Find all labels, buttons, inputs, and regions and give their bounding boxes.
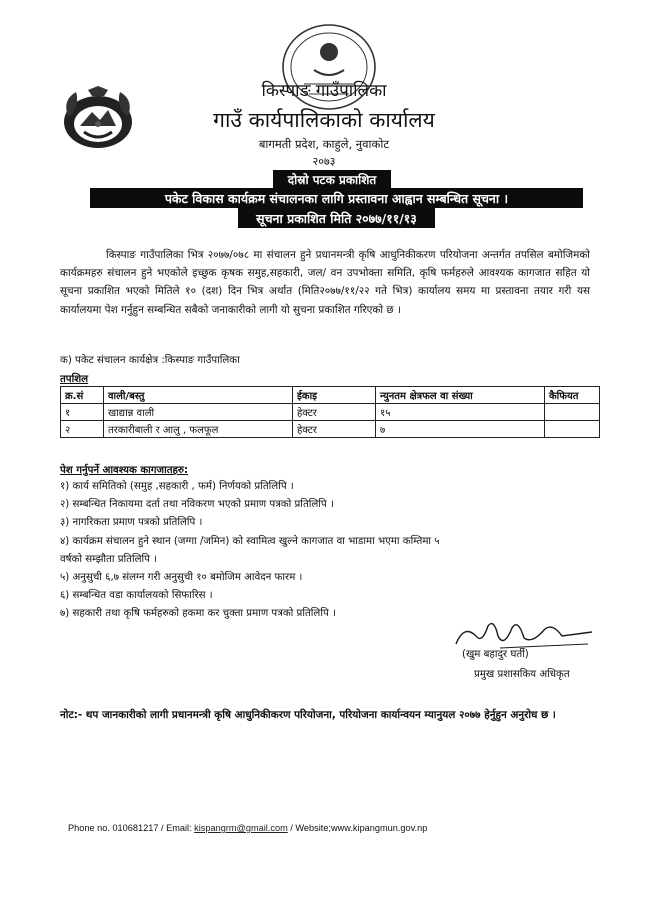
table-cell: हेक्टर	[293, 404, 376, 421]
table-cell: तरकारीबाली र आलु , फलफूल	[104, 421, 293, 438]
documents-list	[60, 478, 590, 624]
notice-paragraph	[60, 246, 590, 319]
column-header-unit: ईकाइ	[293, 387, 376, 404]
table-row	[61, 421, 600, 438]
program-table	[60, 386, 600, 438]
footer-website: / Website;www.kipangmun.gov.np	[287, 823, 428, 833]
table-cell	[545, 421, 600, 438]
table-row	[61, 404, 600, 421]
notice-paragraph-text: किस्पाङ गाउँपालिका भित्र २०७७/०७८ मा संचालन हुने प्रधानमन्त्री कृषि आधुनिकीकरण परियोजना अन्तर्गत तपसिल बमोजिमको कार्यक्रमहरु संचालन हुने भएकोले इच्छुक कृषक समुह,सहकारी, जल/ वन उपभोक्ता समिति, कृषि फर्महरुले आवश्यक कागजात सहित यो सूचना प्रकाशित भएको मितिले १० (दश) दिन भित्र अर्थात (मिति२०७७/११/२२ गते भित्र) कार्यालय समय मा प्रस्तावना तयार गरी यस कार्यालयमा पेश गर्नुहुन सम्बन्धित सबैको जनाकारीको लागी यो सुचना प्रकाशित गरिएको छ ।	[60, 249, 590, 316]
list-item: ४) कार्यक्रम संचालन हुने स्थान (जग्गा /जमिन) को स्वामित्व खुल्ने कागजात वा भाडामा भएमा कम्तिमा ५	[60, 535, 440, 547]
office-stamp	[274, 18, 384, 116]
program-area: क) पकेट संचालन कार्यक्षेत्र :किस्पाङ गाउँपालिका	[60, 355, 240, 366]
list-item: ३) नागरिकता प्रमाण पत्रको प्रतिलिपि ।	[60, 517, 203, 529]
table-cell: १	[61, 404, 104, 421]
publication-date-banner: सूचना प्रकाशित मिति २०७७/११/१३	[238, 208, 435, 228]
footer-phone: Phone no. 010681217 / Email:	[68, 823, 195, 833]
list-item: ६) सम्बन्धित वडा कार्यालयको सिफारिस ।	[60, 590, 213, 602]
list-item: २) सम्बन्धित निकायमा दर्ता तथा नविकरण भएको प्रमाण पत्रको प्रतिलिपि ।	[60, 499, 334, 511]
column-header-sn: क्र.सं	[61, 387, 104, 404]
list-item: वर्षको सम्झौता प्रतिलिपि ।	[60, 553, 158, 565]
list-item: ७) सहकारी तथा कृषि फर्महरुको हकमा कर चुक्ता प्रमाण पत्रको प्रतिलिपि ।	[60, 608, 336, 620]
office-address: बागमती प्रदेश, काहुले, नुवाकोट	[258, 137, 390, 151]
details-label: तपशिल	[60, 374, 89, 385]
list-item: ५) अनुसुची ६,७ संलग्न गरी अनुसुची १० बमोजिम आवेदन फारम ।	[60, 572, 303, 584]
signatory-title: प्रमुख प्रशासकिय अधिकृत	[474, 669, 570, 680]
office-name: गाउँ कार्यपालिकाको कार्यालय	[213, 108, 435, 132]
establishment-year: २०७३	[312, 155, 336, 168]
column-header-remarks: कैफियत	[545, 387, 600, 404]
municipality-name: किस्पाङ गाउँपालिका	[261, 81, 387, 101]
table-cell: २	[61, 421, 104, 438]
table-cell: खाद्यान्न वाली	[104, 404, 293, 421]
table-cell: १५	[376, 404, 545, 421]
note-text: नोट:- थप जानकारीको लागी प्रधानमन्त्री कृषि आधुनिकीकरण परियोजना, परियोजना कार्यान्वयन म्यानुयल २०७७ हेर्नुहुन अनुरोध छ ।	[60, 709, 556, 721]
table-cell: ७	[376, 421, 545, 438]
column-header-crop: वाली/बस्तु	[104, 387, 293, 404]
second-publication-banner: दोस्रो पटक प्रकाशित	[273, 170, 391, 188]
list-item: १) कार्य समितिको (समुह ,सहकारी , फर्म) निर्णयको प्रतिलिपि ।	[60, 481, 294, 492]
table-cell	[545, 404, 600, 421]
footer-contact	[68, 823, 427, 833]
signatory-name: (खुम बहादुर घर्ती)	[462, 649, 529, 660]
footer-email-link[interactable]: kispangrm@gmail.com	[194, 823, 288, 833]
table-header-row	[61, 387, 600, 404]
notice-title-banner: पकेट विकास कार्यक्रम संचालनका लागि प्रस्तावना आह्वान सम्बन्धित सूचना ।	[90, 188, 583, 208]
column-header-min-area: न्युनतम क्षेत्रफल वा संख्या	[376, 387, 545, 404]
documents-title: पेश गर्नुपर्ने आवश्यक कागजातहरु:	[60, 465, 189, 476]
table-cell: हेक्टर	[293, 421, 376, 438]
